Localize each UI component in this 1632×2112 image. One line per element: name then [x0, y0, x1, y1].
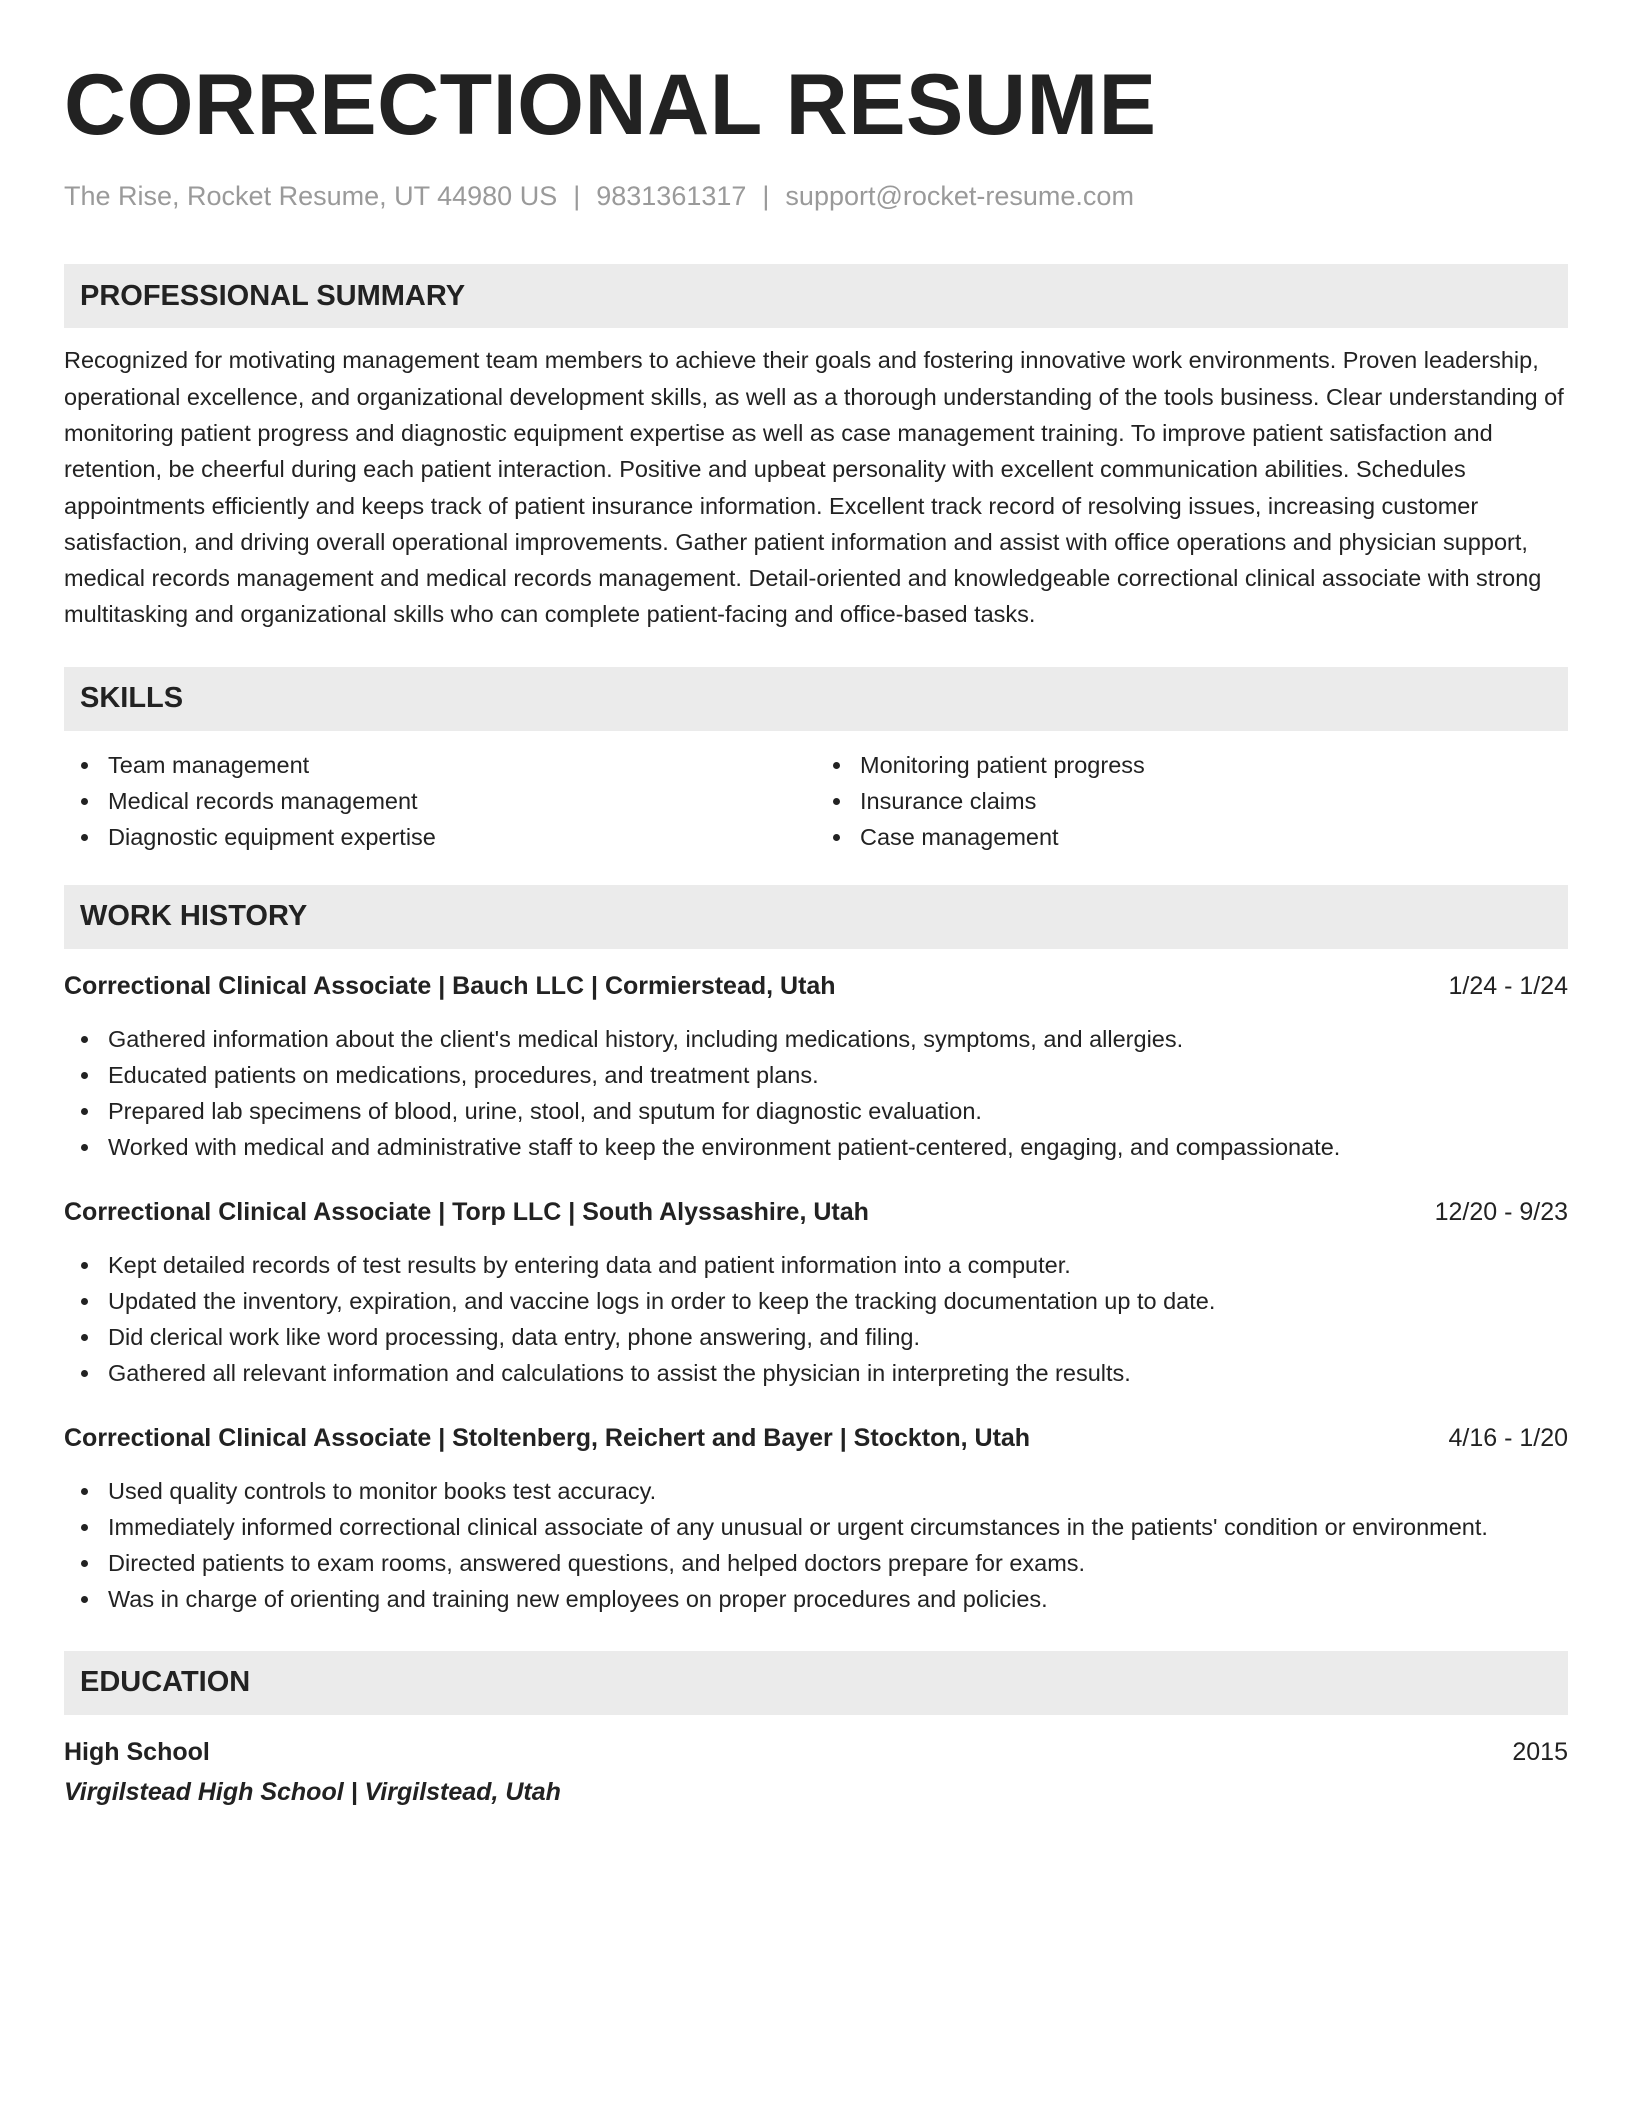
contact-address: The Rise, Rocket Resume, UT 44980 US [64, 181, 558, 211]
skills-heading: SKILLS [64, 667, 1568, 731]
job-bullet: Worked with medical and administrative staff to keep the environment patient-centered, engaging, and compassionate. [64, 1129, 1568, 1165]
skills-column-right [816, 747, 1568, 855]
resume-title: CORRECTIONAL RESUME [64, 57, 1157, 153]
professional-summary-heading: PROFESSIONAL SUMMARY [64, 264, 1568, 328]
work-history-heading: WORK HISTORY [64, 885, 1568, 949]
job-title-row [64, 1421, 1568, 1455]
skill-item: Monitoring patient progress [816, 747, 1568, 783]
skills-list [64, 747, 1568, 855]
job-dates: 1/24 - 1/24 [1448, 971, 1568, 1000]
education-school: Virgilstead High School | Virgilstead, Utah [64, 1777, 561, 1806]
job-entry [64, 969, 1568, 1165]
skill-item: Case management [816, 819, 1568, 855]
contact-line [64, 180, 1568, 212]
job-entry [64, 1421, 1568, 1617]
skills-column-left [64, 747, 816, 855]
job-dates: 4/16 - 1/20 [1448, 1423, 1568, 1452]
skill-item: Medical records management [64, 783, 816, 819]
education-degree: High School [64, 1737, 210, 1766]
education-year: 2015 [1512, 1737, 1568, 1766]
education-heading: EDUCATION [64, 1651, 1568, 1715]
job-bullet: Directed patients to exam rooms, answered questions, and helped doctors prepare for exams. [64, 1545, 1568, 1581]
job-bullets [64, 1473, 1568, 1617]
job-title: Correctional Clinical Associate | Stoltenberg, Reichert and Bayer | Stockton, Utah [64, 1423, 1031, 1452]
job-bullet: Used quality controls to monitor books test accuracy. [64, 1473, 1568, 1509]
job-bullets [64, 1247, 1568, 1391]
job-title-row [64, 969, 1568, 1003]
job-bullet: Was in charge of orienting and training new employees on proper procedures and policies. [64, 1581, 1568, 1617]
job-bullet: Did clerical work like word processing, data entry, phone answering, and filing. [64, 1319, 1568, 1355]
job-title-row [64, 1195, 1568, 1229]
job-bullet: Updated the inventory, expiration, and vaccine logs in order to keep the tracking documentation up to date. [64, 1283, 1568, 1319]
education-row [64, 1735, 1568, 1769]
job-bullet: Kept detailed records of test results by entering data and patient information into a computer. [64, 1247, 1568, 1283]
contact-separator: | [762, 181, 770, 211]
skill-item: Team management [64, 747, 816, 783]
job-bullet: Gathered all relevant information and calculations to assist the physician in interpreting the results. [64, 1355, 1568, 1391]
professional-summary-text: Recognized for motivating management team members to achieve their goals and fostering innovative work environments. Proven leadership, operational excellence, and organizational development skills, as well as a thorough understanding of the tools business. Clear understanding of monitoring patient progress and diagnostic equipment expertise as well as case management training. To improve patient satisfaction and retention, be cheerful during each patient interaction. Positive and upbeat personality with excellent communication abilities. Schedules appointments efficiently and keeps track of patient insurance information. Excellent track record of resolving issues, increasing customer satisfaction, and driving overall operational improvements. Gather patient information and assist with office operations and physician support, medical records management and medical records management. Detail-oriented and knowledgeable correctional clinical associate with strong multitasking and organizational skills who can complete patient-facing and office-based tasks. [64, 347, 1564, 628]
job-title: Correctional Clinical Associate | Torp LLC | South Alyssashire, Utah [64, 1197, 869, 1226]
job-bullet: Prepared lab specimens of blood, urine, stool, and sputum for diagnostic evaluation. [64, 1093, 1568, 1129]
job-entry [64, 1195, 1568, 1391]
education-entry [64, 1735, 1568, 1809]
job-bullet: Educated patients on medications, procedures, and treatment plans. [64, 1057, 1568, 1093]
contact-email: support@rocket-resume.com [785, 181, 1134, 211]
skill-item: Insurance claims [816, 783, 1568, 819]
contact-separator: | [573, 181, 581, 211]
contact-phone: 9831361317 [596, 181, 747, 211]
job-title: Correctional Clinical Associate | Bauch LLC | Cormierstead, Utah [64, 971, 836, 1000]
job-dates: 12/20 - 9/23 [1434, 1197, 1568, 1226]
job-bullets [64, 1021, 1568, 1165]
skill-item: Diagnostic equipment expertise [64, 819, 816, 855]
job-bullet: Immediately informed correctional clinical associate of any unusual or urgent circumstances in the patients' condition or environment. [64, 1509, 1568, 1545]
job-bullet: Gathered information about the client's medical history, including medications, symptoms, and allergies. [64, 1021, 1568, 1057]
